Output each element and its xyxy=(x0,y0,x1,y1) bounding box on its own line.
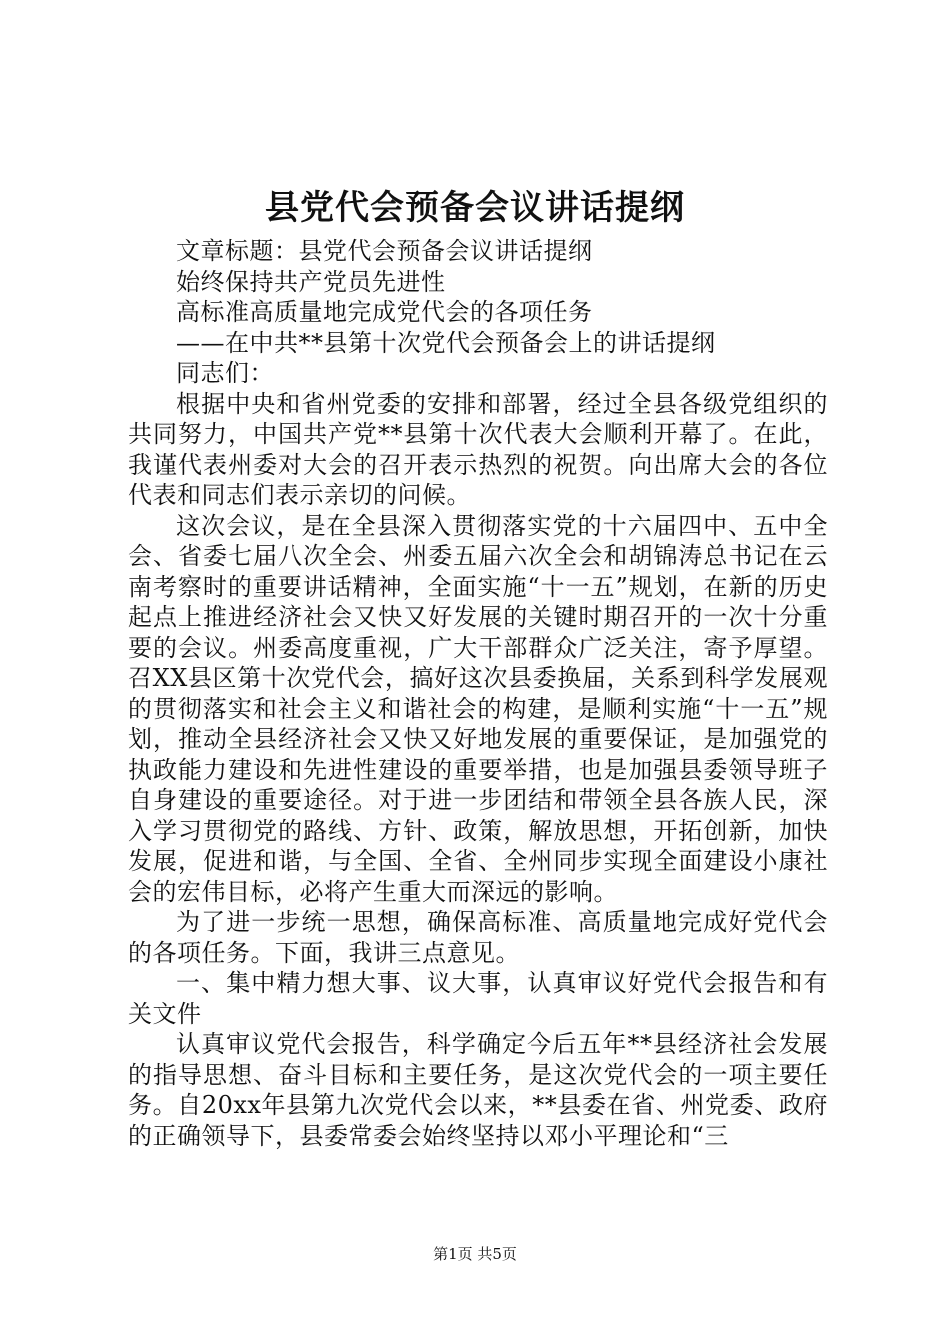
article-title-line: 文章标题：县党代会预备会议讲话提纲 xyxy=(176,237,593,265)
subtitle-line-1: 始终保持共产党员先进性 xyxy=(176,267,446,296)
document-title: 县党代会预备会议讲话提纲 xyxy=(265,188,685,228)
paragraph: 根据中央和省州党委的安排和部署，经过全县各级党组织的共同努力，中国共产党**县第十次代表大会顺利开幕了。在此，我谨代表州委对大会的召开表示热烈的祝贺。向出席大会的各位代表和同志们表示亲切的问候。 xyxy=(128,389,828,509)
paragraph: 认真审议党代会报告，科学确定今后五年**县经济社会发展的指导思想、奋斗目标和主要任务，是这次党代会的一项主要任务。自20xx年县第九次党代会以来，**县委在省、州党委、政府的正确领导下，县委常委会始终坚持以邓小平理论和“三 xyxy=(128,1030,828,1150)
paragraph: 这次会议，是在全县深入贯彻落实党的十六届四中、五中全会、省委七届八次全会、州委五届六次全会和胡锦涛总书记在云南考察时的重要讲话精神，全面实施“十一五”规划，在新的历史起点上推进经济社会又快又好发展的关键时期召开的一次十分重要的会议。州委高度重视，广大干部群众广泛关注，寄予厚望。召XX县区第十次党代会，搞好这次县委换届，关系到科学发展观的贯彻落实和社会主义和谐社会的构建，是顺利实施“十一五”规划，推动全县经济社会又快又好地发展的重要保证，是加强党的执政能力建设和先进性建设的重要举措，也是加强县委领导班子自身建设的重要途径。对于进一步团结和带领全县各族人民，深入学习贯彻党的路线、方针、政策，解放思想，开拓创新，加快发展，促进和谐，与全国、全省、全州同步实现全面建设小康社会的宏伟目标，必将产生重大而深远的影响。 xyxy=(128,511,828,906)
subtitle-line-2: 高标准高质量地完成党代会的各项任务 xyxy=(176,298,593,326)
salutation: 同志们： xyxy=(176,359,274,387)
paragraph: 为了进一步统一思想，确保高标准、高质量地完成好党代会的各项任务。下面，我讲三点意见。 xyxy=(128,908,828,967)
document-body xyxy=(128,236,828,1151)
page-number: 第1页 共5页 xyxy=(433,1245,517,1263)
section-heading: 一、集中精力想大事、议大事，认真审议好党代会报告和有关文件 xyxy=(128,969,828,1028)
subtitle-line-3: ——在中共**县第十次党代会预备会上的讲话提纲 xyxy=(176,328,716,357)
